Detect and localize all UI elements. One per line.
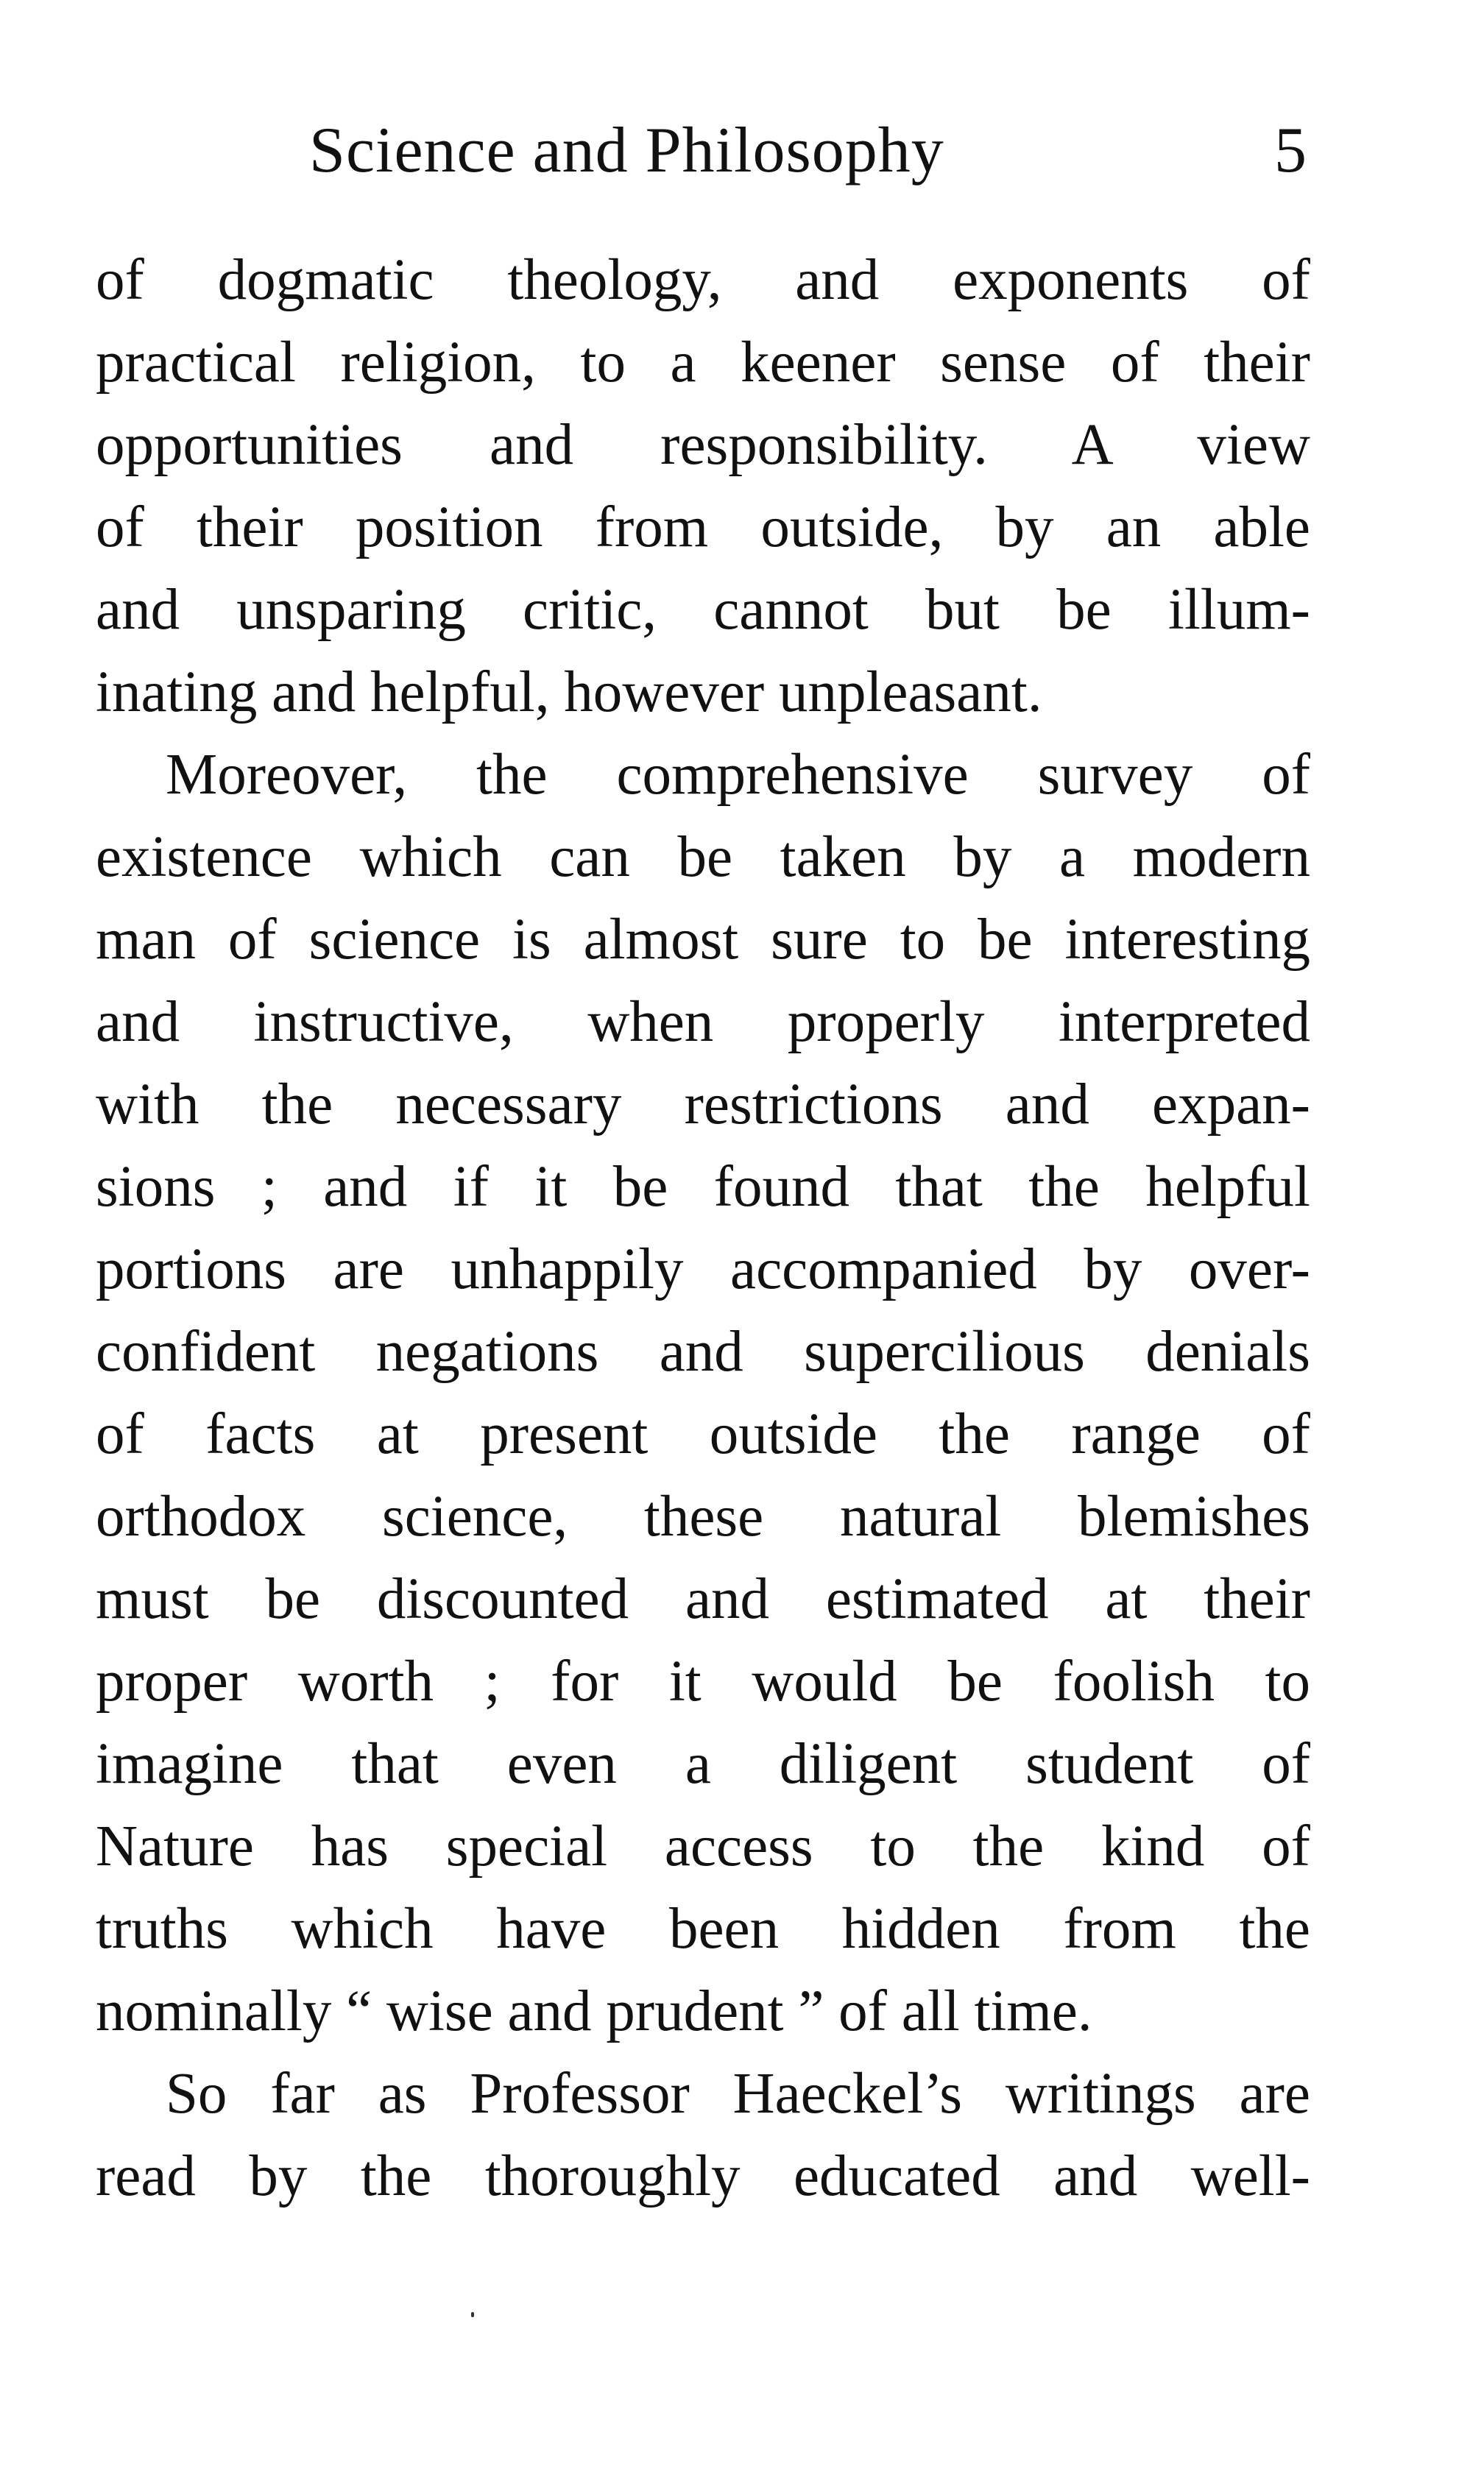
text-line: imagine that even a diligent student of — [96, 1732, 1310, 1796]
text-line: of facts at present outside the range of — [96, 1402, 1310, 1466]
text-line: orthodox science, these natural blemishes — [96, 1485, 1310, 1549]
text-line: and unsparing critic, cannot but be illum- — [96, 578, 1310, 642]
text-line: practical religion, to a keener sense of their — [96, 331, 1310, 395]
text-line: with the necessary restrictions and expan- — [96, 1072, 1310, 1137]
text-line: existence which can be taken by a modern — [96, 825, 1310, 889]
text-line: sions ; and if it be found that the helpful — [96, 1155, 1310, 1219]
running-head — [309, 107, 1307, 195]
text-line: nominally “ wise and prudent ” of all time. — [96, 1979, 1092, 2043]
text-line: must be discounted and estimated at their — [96, 1567, 1310, 1631]
text-line: of dogmatic theology, and exponents of — [96, 248, 1310, 312]
text-line: of their position from outside, by an able — [96, 495, 1310, 559]
page-number: 5 — [1274, 115, 1307, 186]
text-line: portions are unhappily accompanied by over- — [96, 1237, 1310, 1301]
text-line: So far as Professor Haeckel’s writings are — [166, 2062, 1310, 2126]
text-line: opportunities and responsibility. A view — [96, 413, 1310, 477]
text-line: truths which have been hidden from the — [96, 1897, 1310, 1961]
text-line: and instructive, when properly interpreted — [96, 990, 1310, 1054]
text-line: confident negations and supercilious denials — [96, 1320, 1310, 1384]
text-line: read by the thoroughly educated and well- — [96, 2144, 1310, 2208]
running-title: Science and Philosophy — [309, 115, 944, 186]
text-line: proper worth ; for it would be foolish to — [96, 1650, 1310, 1714]
text-line: Moreover, the comprehensive survey of — [166, 743, 1310, 807]
text-line: man of science is almost sure to be interesting — [96, 908, 1310, 972]
text-line: inating and helpful, however unpleasant. — [96, 660, 1042, 724]
ink-speck — [471, 2312, 474, 2317]
text-line: Nature has special access to the kind of — [96, 1814, 1310, 1879]
body-text — [96, 239, 1310, 2227]
